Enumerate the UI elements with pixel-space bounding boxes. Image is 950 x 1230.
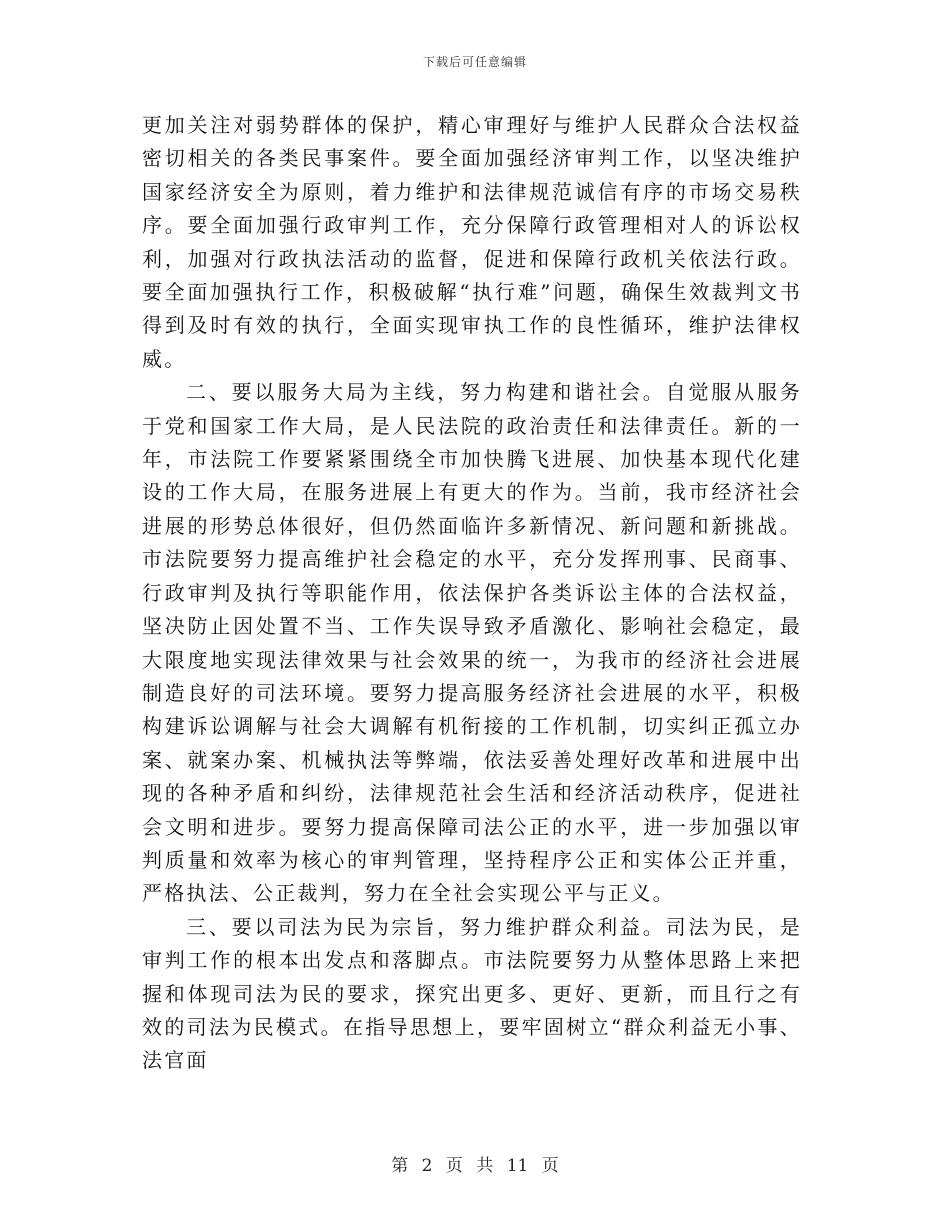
footer-total-label: 页 — [541, 1156, 559, 1176]
paragraph-section-three: 三、要以司法为民为宗旨，努力维护群众利益。司法为民，是审判工作的根本出发点和落脚点。市法院要努力从整体思路上来把握和体现司法为民的要求，探究出更多、更好、更新，而且行之有效的司法为民模式。在指导思想上，要牢固树立“群众利益无小事、法官面 — [142, 914, 802, 1073]
footer-total-prefix: 共 — [476, 1156, 494, 1176]
total-pages: 11 — [506, 1156, 529, 1176]
document-body — [142, 109, 802, 1078]
page-number: 2 — [421, 1156, 433, 1176]
paragraph-section-two: 二、要以服务大局为主线，努力构建和谐社会。自觉服从服务于党和国家工作大局，是人民法院的政治责任和法律责任。新的一年，市法院工作要紧紧围绕全市加快腾飞进展、加快基本现代化建设的工作大局，在服务进展上有更大的作为。当前，我市经济社会进展的形势总体很好，但仍然面临许多新情况、新问题和新挑战。市法院要努力提高维护社会稳定的水平，充分发挥刑事、民商事、行政审判及执行等职能作用，依法保护各类诉讼主体的合法权益，坚决防止因处置不当、工作失误导致矛盾激化、影响社会稳定，最大限度地实现法律效果与社会效果的统一，为我市的经济社会进展制造良好的司法环境。要努力提高服务经济社会进展的水平，积极构建诉讼调解与社会大调解有机衔接的工作机制，切实纠正孤立办案、就案办案、机械执法等弊端，依法妥善处理好改革和进展中出现的各种矛盾和纠纷，法律规范社会生活和经济活动秩序，促进社会文明和进步。要努力提高保障司法公正的水平，进一步加强以审判质量和效率为核心的审判管理，坚持程序公正和实体公正并重，严格执法、公正裁判，努力在全社会实现公平与正义。 — [142, 380, 802, 906]
page-footer — [0, 1155, 950, 1177]
paragraph-continuation: 更加关注对弱势群体的保护，精心审理好与维护人民群众合法权益密切相关的各类民事案件。要全面加强经济审判工作，以坚决维护国家经济安全为原则，着力维护和法律规范诚信有序的市场交易秩序。要全面加强行政审判工作，充分保障行政管理相对人的诉讼权利，加强对行政执法活动的监督，促进和保障行政机关依法行政。要全面加强执行工作，积极破解“执行难”问题，确保生效裁判文书得到及时有效的执行，全面实现审执工作的良性循环，维护法律权威。 — [142, 113, 802, 371]
footer-prefix: 第 — [391, 1156, 409, 1176]
page-header: 下载后可任意编辑 — [422, 55, 527, 69]
footer-page-label: 页 — [445, 1156, 463, 1176]
